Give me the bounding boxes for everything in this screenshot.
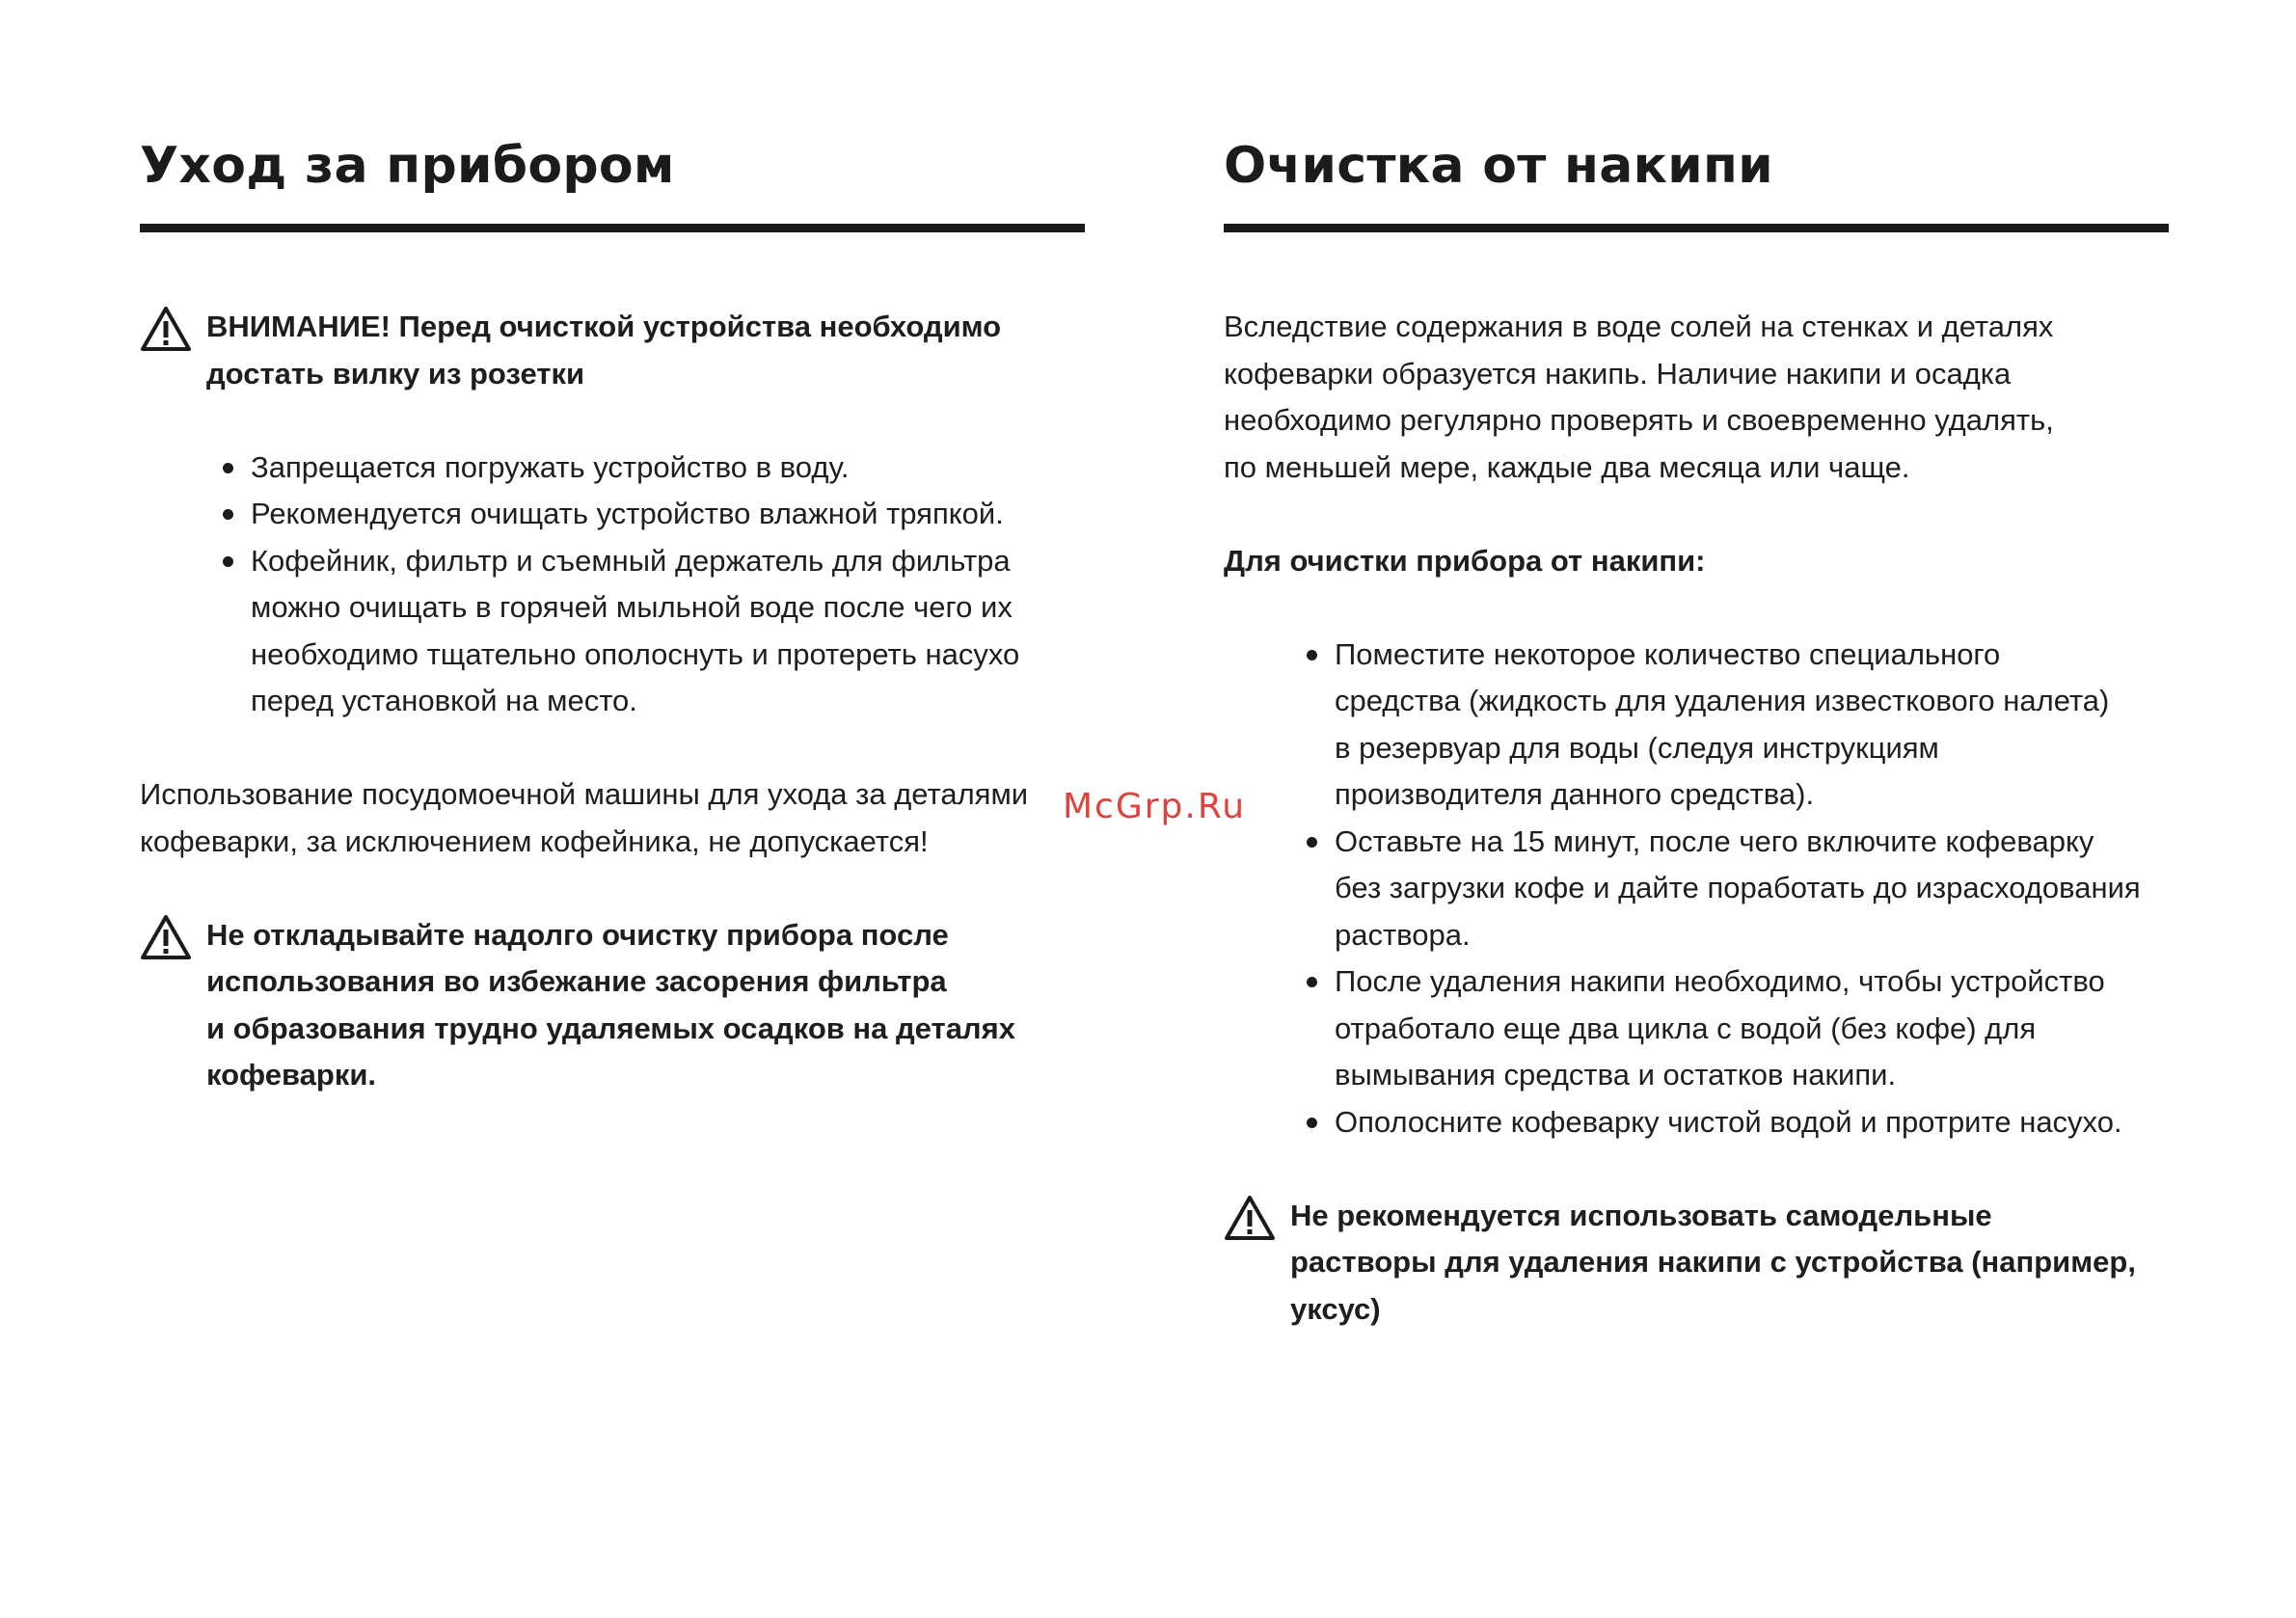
care-bullet-item bbox=[251, 491, 1085, 538]
unplug-warning-line-2: достать вилку из розетки bbox=[206, 356, 585, 391]
homemade-solutions-warning bbox=[1224, 1193, 2169, 1334]
cleaning-delay-warning-line: использования во избежание засорения фильтра bbox=[206, 964, 947, 998]
care-bullet-item bbox=[251, 538, 1085, 725]
dishwasher-paragraph-line: кофеварки, за исключением кофейника, не допускается! bbox=[140, 823, 929, 858]
care-section bbox=[140, 135, 1085, 1099]
descaling-intro-line: Вследствие содержания в воде солей на стенках и деталях bbox=[1224, 310, 2054, 343]
descaling-bullet-line: Ополосните кофеварку чистой водой и протрите насухо. bbox=[1335, 1104, 2122, 1139]
descaling-intro-line: по меньшей мере, каждые два месяца или чаще. bbox=[1224, 449, 1910, 484]
unplug-warning bbox=[140, 304, 1085, 397]
descaling-title-rule bbox=[1224, 224, 2169, 232]
care-title-rule bbox=[140, 224, 1085, 232]
care-bullet-line: Запрещается погружать устройство в воду. bbox=[251, 449, 850, 484]
descaling-intro bbox=[1224, 304, 2169, 491]
descaling-section-title: Очистка от накипи bbox=[1224, 137, 1773, 195]
descaling-bullet-line: раствора. bbox=[1335, 917, 1471, 952]
care-bullet-line: можно очищать в горячей мыльной воде после чего их bbox=[251, 590, 1013, 624]
descaling-bullet-line: После удаления накипи необходимо, чтобы устройство bbox=[1335, 964, 2105, 998]
descaling-bullet-item bbox=[1335, 958, 2169, 1099]
warning-triangle-icon bbox=[140, 914, 192, 960]
cleaning-delay-warning-line: Не откладывайте надолго очистку прибора после bbox=[206, 917, 949, 952]
homemade-solutions-warning-line: растворы для удаления накипи с устройства (например, bbox=[1290, 1245, 2136, 1279]
descaling-bullet-line: отработало еще два цикла с водой (без кофе) для bbox=[1335, 1011, 2037, 1045]
descaling-bullet-line: средства (жидкость для удаления известкового налета) bbox=[1335, 684, 2110, 717]
care-bullet-line: Рекомендуется очищать устройство влажной тряпкой. bbox=[251, 497, 1004, 530]
descaling-bullet-line: в резервуар для воды (следуя инструкциям bbox=[1335, 730, 1939, 765]
descaling-section bbox=[1224, 135, 2169, 1333]
dishwasher-paragraph-line: Использование посудомоечной машины для ухода за деталями bbox=[140, 777, 1029, 811]
cleaning-delay-warning bbox=[140, 912, 1085, 1099]
care-bullet-line: Кофейник, фильтр и съемный держатель для фильтра bbox=[251, 543, 1011, 578]
descaling-bullet-line: без загрузки кофе и дайте поработать до израсходования bbox=[1335, 871, 2141, 904]
homemade-solutions-warning-line: уксус) bbox=[1290, 1291, 1381, 1326]
descaling-bullet-list bbox=[1224, 632, 2169, 1146]
descaling-bullet-item bbox=[1335, 819, 2169, 959]
watermark-text: McGrp.Ru bbox=[1063, 787, 1247, 826]
cleaning-delay-warning-line: кофеварки. bbox=[206, 1058, 377, 1092]
warning-triangle-icon bbox=[140, 306, 192, 352]
descaling-bullet-line: Поместите некоторое количество специального bbox=[1335, 636, 2001, 671]
descaling-bullet-item bbox=[1335, 1099, 2169, 1146]
descaling-bullet-line: производителя данного средства). bbox=[1335, 777, 1815, 811]
warning-triangle-icon bbox=[1224, 1195, 1276, 1241]
homemade-solutions-warning-line: Не рекомендуется использовать самодельные bbox=[1290, 1198, 1992, 1232]
unplug-warning-line-1: ВНИМАНИЕ! Перед очисткой устройства необходимо bbox=[206, 310, 1002, 343]
descaling-intro-line: кофеварки образуется накипь. Наличие накипи и осадка bbox=[1224, 356, 2012, 391]
descaling-bullet-item bbox=[1335, 632, 2169, 819]
descaling-subheading: Для очистки прибора от накипи: bbox=[1224, 543, 1706, 578]
cleaning-delay-warning-line: и образования трудно удаляемых осадков на деталях bbox=[206, 1011, 1015, 1045]
care-bullet-item bbox=[251, 445, 1085, 492]
care-bullet-list bbox=[140, 445, 1085, 725]
care-bullet-line: необходимо тщательно ополоснуть и протереть насухо bbox=[251, 636, 1020, 671]
descaling-bullet-line: вымывания средства и остатков накипи. bbox=[1335, 1058, 1897, 1092]
dishwasher-paragraph bbox=[140, 771, 1085, 865]
care-bullet-line: перед установкой на место. bbox=[251, 684, 637, 717]
descaling-intro-line: необходимо регулярно проверять и своевременно удалять, bbox=[1224, 403, 2054, 437]
care-section-title: Уход за прибором bbox=[140, 137, 675, 195]
descaling-bullet-line: Оставьте на 15 минут, после чего включите кофеварку bbox=[1335, 823, 2094, 858]
